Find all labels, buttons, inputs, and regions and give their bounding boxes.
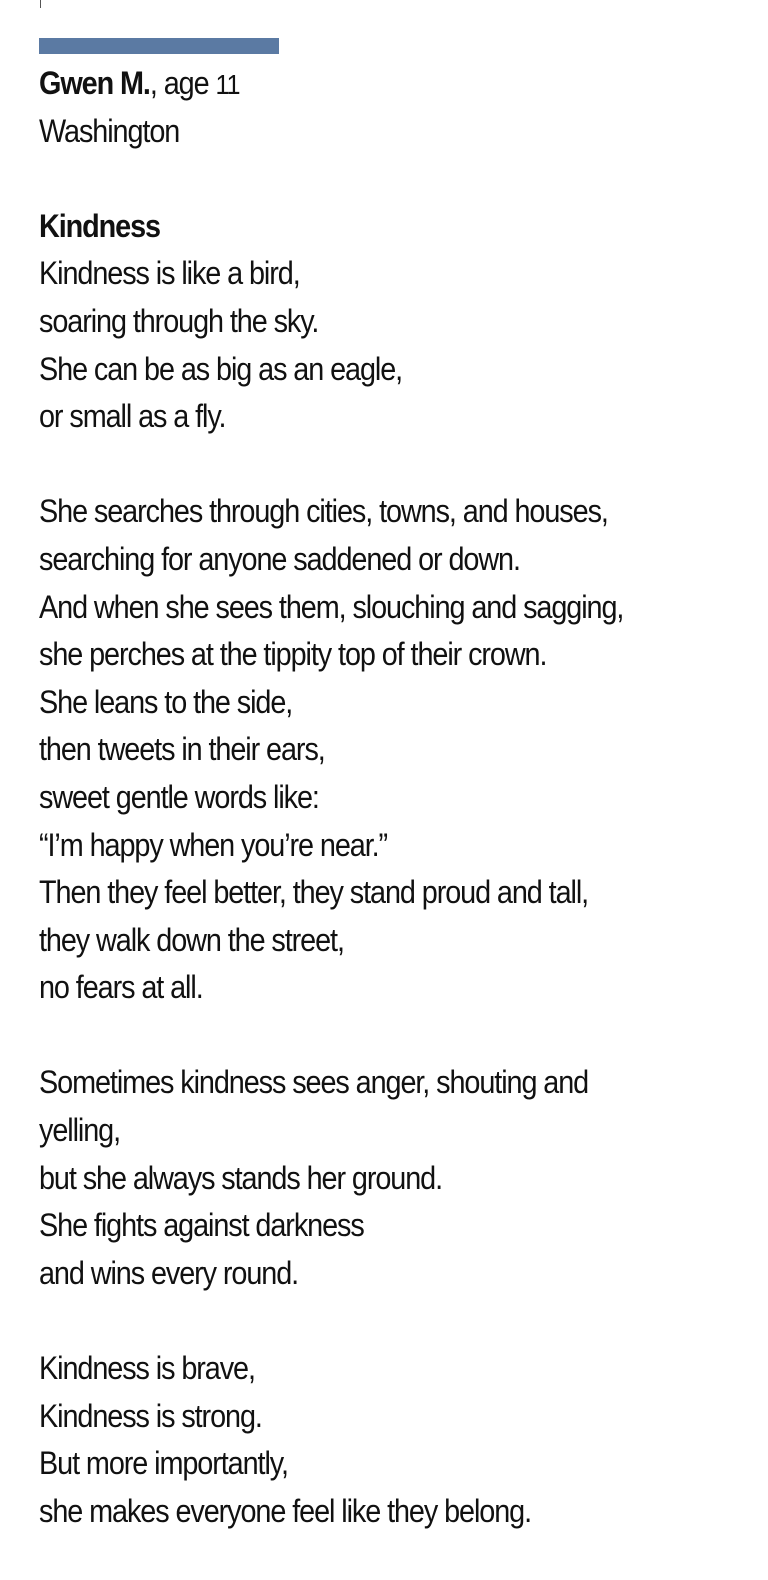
poem-line: or small as a fly. bbox=[39, 398, 226, 435]
poem-line: soaring through the sky. bbox=[39, 302, 319, 339]
poem-card bbox=[39, 60, 669, 1535]
poem-line: She searches through cities, towns, and houses, bbox=[39, 493, 608, 530]
author-name: Gwen M. bbox=[39, 65, 150, 101]
top-edge-mark bbox=[40, 0, 41, 8]
poem-line: Kindness is like a bird, bbox=[39, 255, 300, 292]
poem-line: Kindness is strong. bbox=[39, 1397, 262, 1434]
stanza-gap bbox=[39, 1297, 669, 1345]
stanza-4 bbox=[39, 1345, 669, 1535]
poem-line: no fears at all. bbox=[39, 969, 203, 1006]
author-age-label: , age bbox=[149, 65, 209, 101]
poem-line: she makes everyone feel like they belong. bbox=[39, 1492, 532, 1529]
poem-line: “I’m happy when you’re near.” bbox=[39, 826, 388, 863]
author-location: Washington bbox=[39, 112, 180, 149]
stanza-gap bbox=[39, 441, 669, 489]
poem-line: and wins every round. bbox=[39, 1254, 299, 1291]
poem-line: And when she sees them, slouching and sagging, bbox=[39, 588, 624, 625]
poem-line: Sometimes kindness sees anger, shouting and bbox=[39, 1064, 589, 1101]
poem-line: But more importantly, bbox=[39, 1445, 288, 1482]
stanza-3 bbox=[39, 1059, 669, 1297]
poem-line: She leans to the side, bbox=[39, 683, 293, 720]
accent-bar bbox=[39, 38, 279, 54]
poem-line: She fights against darkness bbox=[39, 1207, 364, 1244]
poem-line: searching for anyone saddened or down. bbox=[39, 540, 520, 577]
stanza-gap bbox=[39, 1012, 669, 1060]
spacer bbox=[39, 155, 669, 203]
poem-line: Then they feel better, they stand proud and tall, bbox=[39, 874, 589, 911]
poem-line: she perches at the tippity top of their crown. bbox=[39, 636, 547, 673]
poem-line: yelling, bbox=[39, 1112, 121, 1149]
stanza-1 bbox=[39, 250, 669, 440]
author-line bbox=[39, 60, 669, 108]
poem-line: they walk down the street, bbox=[39, 921, 344, 958]
poem-line: Kindness is brave, bbox=[39, 1350, 255, 1387]
poem-line: She can be as big as an eagle, bbox=[39, 350, 403, 387]
poem-line: then tweets in their ears, bbox=[39, 731, 325, 768]
author-age: 11 bbox=[215, 69, 240, 100]
stanza-2 bbox=[39, 488, 669, 1012]
poem-title: Kindness bbox=[39, 207, 160, 244]
poem-line: sweet gentle words like: bbox=[39, 778, 319, 815]
poem-line: but she always stands her ground. bbox=[39, 1159, 443, 1196]
